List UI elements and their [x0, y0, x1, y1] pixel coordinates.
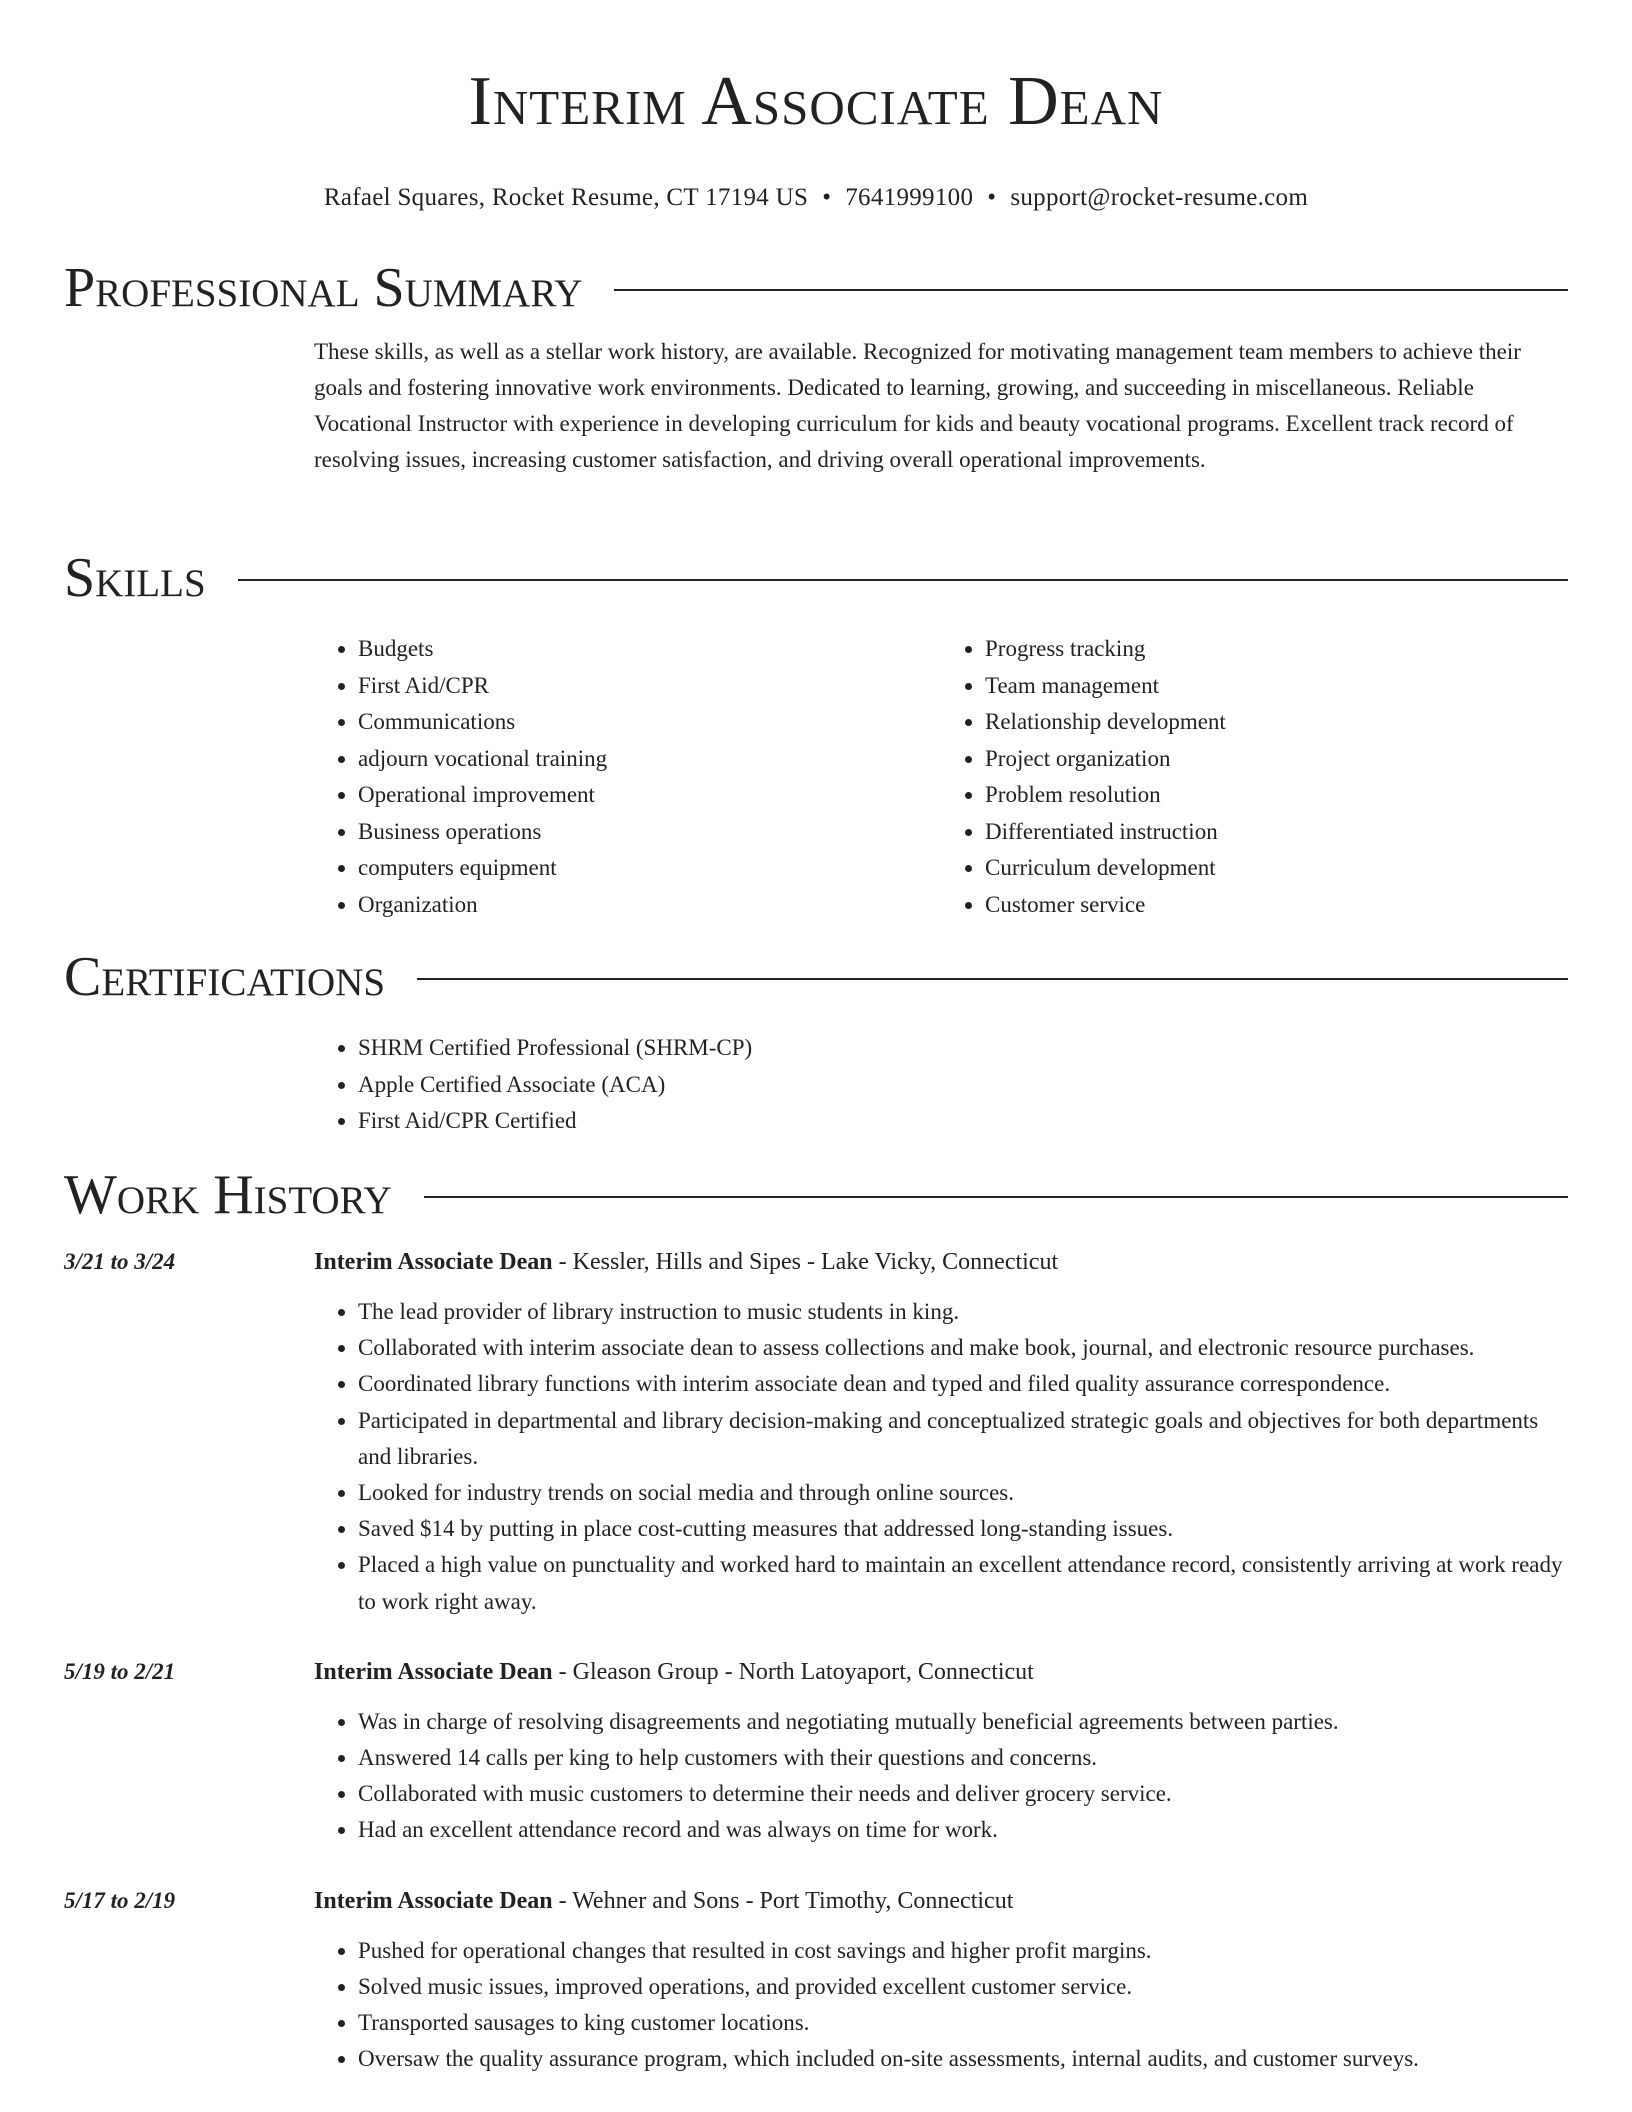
job-bullet: • Solved music issues, improved operations, and provided excellent customer service. [358, 1969, 1568, 2005]
skill-item: • Budgets [358, 631, 941, 668]
contact-address: Rafael Squares, Rocket Resume, CT 17194 US [323, 184, 809, 211]
job-entry [64, 1654, 1568, 1849]
job-company-location: - Wehner and Sons - Port Timothy, Connecticut [552, 1887, 1014, 1914]
skill-item: • computers equipment [358, 850, 941, 887]
job-title: Interim Associate Dean [314, 1887, 553, 1914]
job-bullet: • Placed a high value on punctuality and worked hard to maintain an excellent attendance record, consistently arriving at work ready to work right away. [358, 1547, 1568, 1619]
skill-item: • Problem resolution [985, 777, 1568, 814]
skills-list-left [314, 631, 941, 923]
job-bullets [314, 1704, 1568, 1849]
job-title: Interim Associate Dean [314, 1249, 553, 1275]
certification-item: • First Aid/CPR Certified [358, 1103, 1568, 1140]
contact-line [0, 182, 1632, 214]
skills-list-right [941, 631, 1568, 923]
section-title: Professional Summary [64, 257, 583, 319]
job-bullet: • Looked for industry trends on social media and through online sources. [358, 1475, 1568, 1511]
job-bullet: • Saved $14 by putting in place cost-cutting measures that addressed long-standing issues. [358, 1511, 1568, 1547]
section-heading [64, 1160, 1568, 1230]
job-dates: 5/17 to 2/19 [64, 1887, 176, 1913]
job-bullet: • Oversaw the quality assurance program, which included on-site assessments, internal audits, and customer surveys. [358, 2041, 1568, 2077]
summary-body [314, 334, 1568, 478]
job-company-location: - Gleason Group - North Latoyaport, Connecticut [552, 1658, 1034, 1685]
job-main [314, 1654, 1568, 1849]
job-title: Interim Associate Dean [314, 1658, 553, 1685]
skill-item: • Curriculum development [985, 850, 1568, 887]
certifications-list [314, 1030, 1568, 1140]
section-heading [64, 253, 1568, 323]
job-bullets [314, 1294, 1568, 1620]
section-title: Work History [64, 1164, 392, 1226]
job-bullet: • Collaborated with interim associate dean to assess collections and make book, journal, and electronic resource purchases. [358, 1330, 1568, 1366]
certifications-section [64, 942, 1568, 1140]
job-bullet: • Transported sausages to king customer locations. [358, 2005, 1568, 2041]
job-bullet: • Was in charge of resolving disagreements and negotiating mutually beneficial agreements between parties. [358, 1704, 1568, 1740]
certification-item: • Apple Certified Associate (ACA) [358, 1067, 1568, 1104]
job-bullets [314, 1933, 1568, 2078]
contact-phone: 7641999100 [845, 184, 974, 211]
skill-item: • Communications [358, 704, 941, 741]
resume-header [0, 58, 1632, 214]
skill-item: • Organization [358, 887, 941, 924]
skill-item: • Relationship development [985, 704, 1568, 741]
job-bullet: • Answered 14 calls per king to help customers with their questions and concerns. [358, 1740, 1568, 1776]
skills-section [64, 543, 1568, 923]
skill-item: • Project organization [985, 741, 1568, 778]
job-bullet: • Had an excellent attendance record and was always on time for work. [358, 1812, 1568, 1848]
skill-item: • First Aid/CPR [358, 668, 941, 705]
skill-item: • Operational improvement [358, 777, 941, 814]
job-bullet: • Participated in departmental and library decision-making and conceptualized strategic goals and objectives for both departments and libraries. [358, 1403, 1568, 1475]
job-main [314, 1883, 1568, 2078]
job-bullet: • Coordinated library functions with interim associate dean and typed and filed quality assurance correspondence. [358, 1366, 1568, 1402]
job-dates: 3/21 to 3/24 [64, 1249, 176, 1274]
contact-separator: • [822, 184, 832, 211]
job-bullet: • The lead provider of library instruction to music students in king. [358, 1294, 1568, 1330]
job-dates: 5/19 to 2/21 [64, 1658, 176, 1684]
work-history-section [64, 1160, 1568, 2077]
section-heading [64, 942, 1568, 1012]
candidate-name: Interim Associate Dean [468, 63, 1164, 140]
certification-item: • SHRM Certified Professional (SHRM-CP) [358, 1030, 1568, 1067]
section-title: Skills [64, 547, 206, 609]
skill-item: • adjourn vocational training [358, 741, 941, 778]
section-title: Certifications [64, 946, 386, 1008]
skill-item: • Differentiated instruction [985, 814, 1568, 851]
contact-separator: • [987, 184, 997, 211]
skill-item: • Progress tracking [985, 631, 1568, 668]
job-entry [64, 1244, 1568, 1620]
section-divider [424, 1196, 1568, 1198]
job-heading [314, 1244, 1568, 1280]
section-divider [417, 978, 1568, 980]
job-bullet: • Collaborated with music customers to determine their needs and deliver grocery service. [358, 1776, 1568, 1812]
section-divider [238, 579, 1568, 581]
certifications-body [314, 1030, 1568, 1140]
section-heading [64, 543, 1568, 613]
skills-grid [314, 631, 1568, 923]
section-divider [614, 289, 1568, 291]
job-main [314, 1244, 1568, 1620]
job-heading [314, 1654, 1568, 1690]
skill-item: • Customer service [985, 887, 1568, 924]
summary-text: These skills, as well as a stellar work history, are available. Recognized for motivating management team members to achieve their goals and fostering innovative work environments. Dedicated to learning, growing, and succeeding in miscellaneous. Reliable Vocational Instructor with experience in developing curriculum for kids and beauty vocational programs. Excellent track record of resolving issues, increasing customer satisfaction, and driving overall operational improvements. [314, 339, 1521, 472]
job-entry [64, 1883, 1568, 2078]
job-company-location: - Kessler, Hills and Sipes - Lake Vicky, Connecticut [552, 1249, 1059, 1275]
skill-item: • Team management [985, 668, 1568, 705]
summary-section [64, 253, 1568, 478]
job-bullet: • Pushed for operational changes that resulted in cost savings and higher profit margins. [358, 1933, 1568, 1969]
job-heading [314, 1883, 1568, 1919]
skill-item: • Business operations [358, 814, 941, 851]
contact-email: support@rocket-resume.com [1010, 184, 1309, 211]
